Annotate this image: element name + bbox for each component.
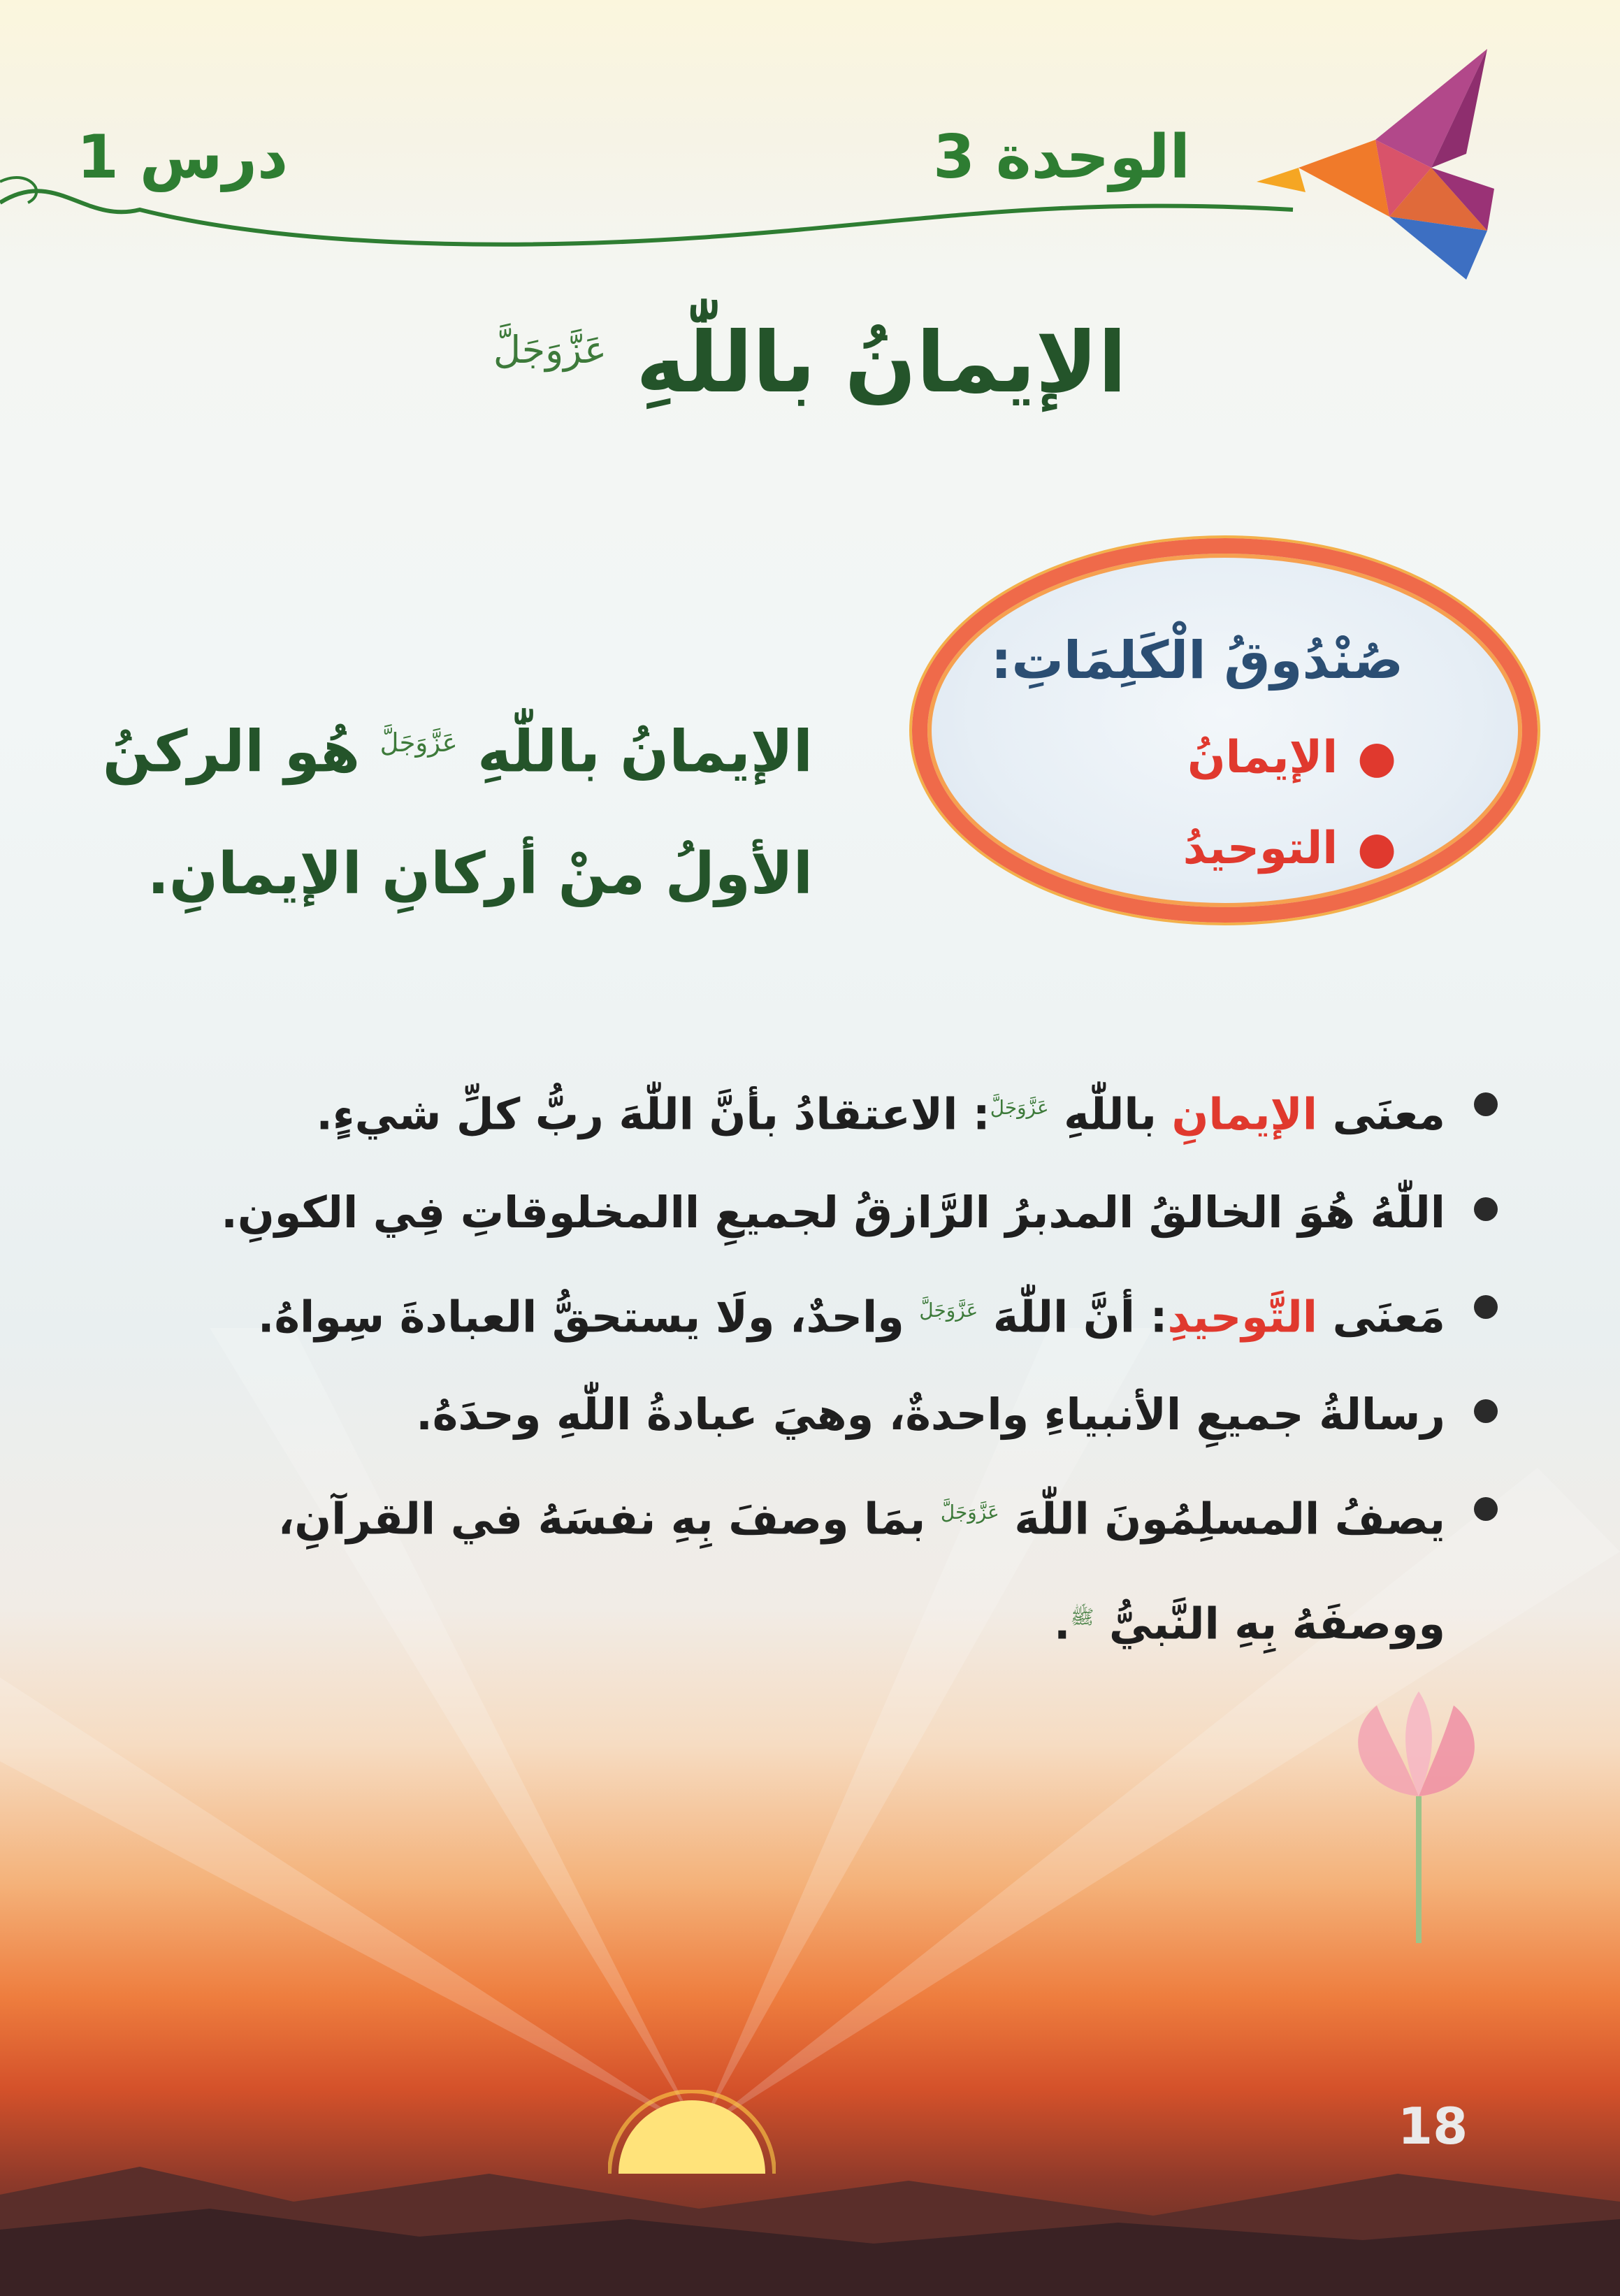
keyword-highlight: التَّوحيدِ [1167, 1291, 1317, 1343]
intro-line-1: الإيمانُ باللّٰهِ $^{عَزَّوَجَلَّ}$ هُو الركنُ [102, 719, 813, 786]
honorific-mark: عَزَّوَجَلَّ [493, 328, 607, 372]
key-points-list [135, 1059, 1498, 1673]
keyword-highlight: الإيمانِ [1171, 1088, 1317, 1140]
lesson-label: درس 1 [77, 122, 289, 192]
bullet-dot-icon: ● [1357, 732, 1396, 784]
word-box-title: صُنْدُوقُ الْكَلِمَاتِ: [990, 630, 1403, 691]
intro-line-2: الأولُ منْ أركانِ الإيمانِ. [147, 841, 813, 908]
word-box-item: ●التوحيدُ [1183, 823, 1396, 874]
honorific-mark: عَزَّوَجَلَّ [990, 1096, 1049, 1119]
bullet-dot-icon [1474, 1497, 1498, 1521]
bullet-dot-icon [1474, 1197, 1498, 1221]
mountain-silhouette [0, 2153, 1620, 2296]
bullet-dot-icon [1474, 1092, 1498, 1116]
honorific-mark: عَزَّوَجَلَّ [919, 1298, 978, 1322]
title-text: الإيمانُ باللّٰهِ [635, 315, 1127, 412]
list-item: يصفُ المسلِمُونَ اللّٰهَ $^{عَزَّوَجَلَّ}$ بمَا وصفَ بِهِ نفسَهُ في القرآنِ، ووصفَهُ بِهِ النَّبيُّ $^ﷺ$. [135, 1464, 1498, 1673]
bullet-dot-icon [1474, 1399, 1498, 1423]
origami-bird-icon [1257, 49, 1536, 301]
list-item: مَعنَى التَّوحيدِ: أنَّ اللّٰهَ $^{عَزَّوَجَلَّ}$ واحدٌ، ولَا يستحقُّ العبادةَ سِواهُ. [135, 1262, 1498, 1366]
honorific-mark: ﷺ [1070, 1605, 1094, 1629]
unit-label: الوحدة 3 [933, 122, 1190, 192]
list-item: معنَى الإيمانِ باللّٰهِ $^{عَزَّوَجَلَّ}$: الاعتقادُ بأنَّ اللّٰهَ ربُّ كلِّ شيءٍ. [135, 1059, 1498, 1164]
word-box [912, 538, 1538, 923]
word-box-item: ●الإيمانُ [1187, 732, 1396, 784]
bullet-dot-icon: ● [1357, 823, 1396, 874]
page-number: 18 [1398, 2097, 1468, 2156]
page-title [0, 315, 1620, 412]
honorific-mark: عَزَّوَجَلَّ [940, 1501, 999, 1524]
bullet-dot-icon [1474, 1295, 1498, 1319]
list-item: اللّٰهُ هُوَ الخالقُ المدبرُ الرَّازقُ لجميعِ االمخلوقاتِ فِي الكونِ. [135, 1164, 1498, 1262]
lily-flower-icon [1314, 1691, 1482, 1943]
list-item: رسالةُ جميعِ الأنبياءِ واحدةٌ، وهيَ عبادةُ اللّٰهِ وحدَهُ. [135, 1366, 1498, 1464]
honorific-mark: عَزَّوَجَلَّ [379, 728, 458, 758]
intro-statement [102, 681, 813, 935]
